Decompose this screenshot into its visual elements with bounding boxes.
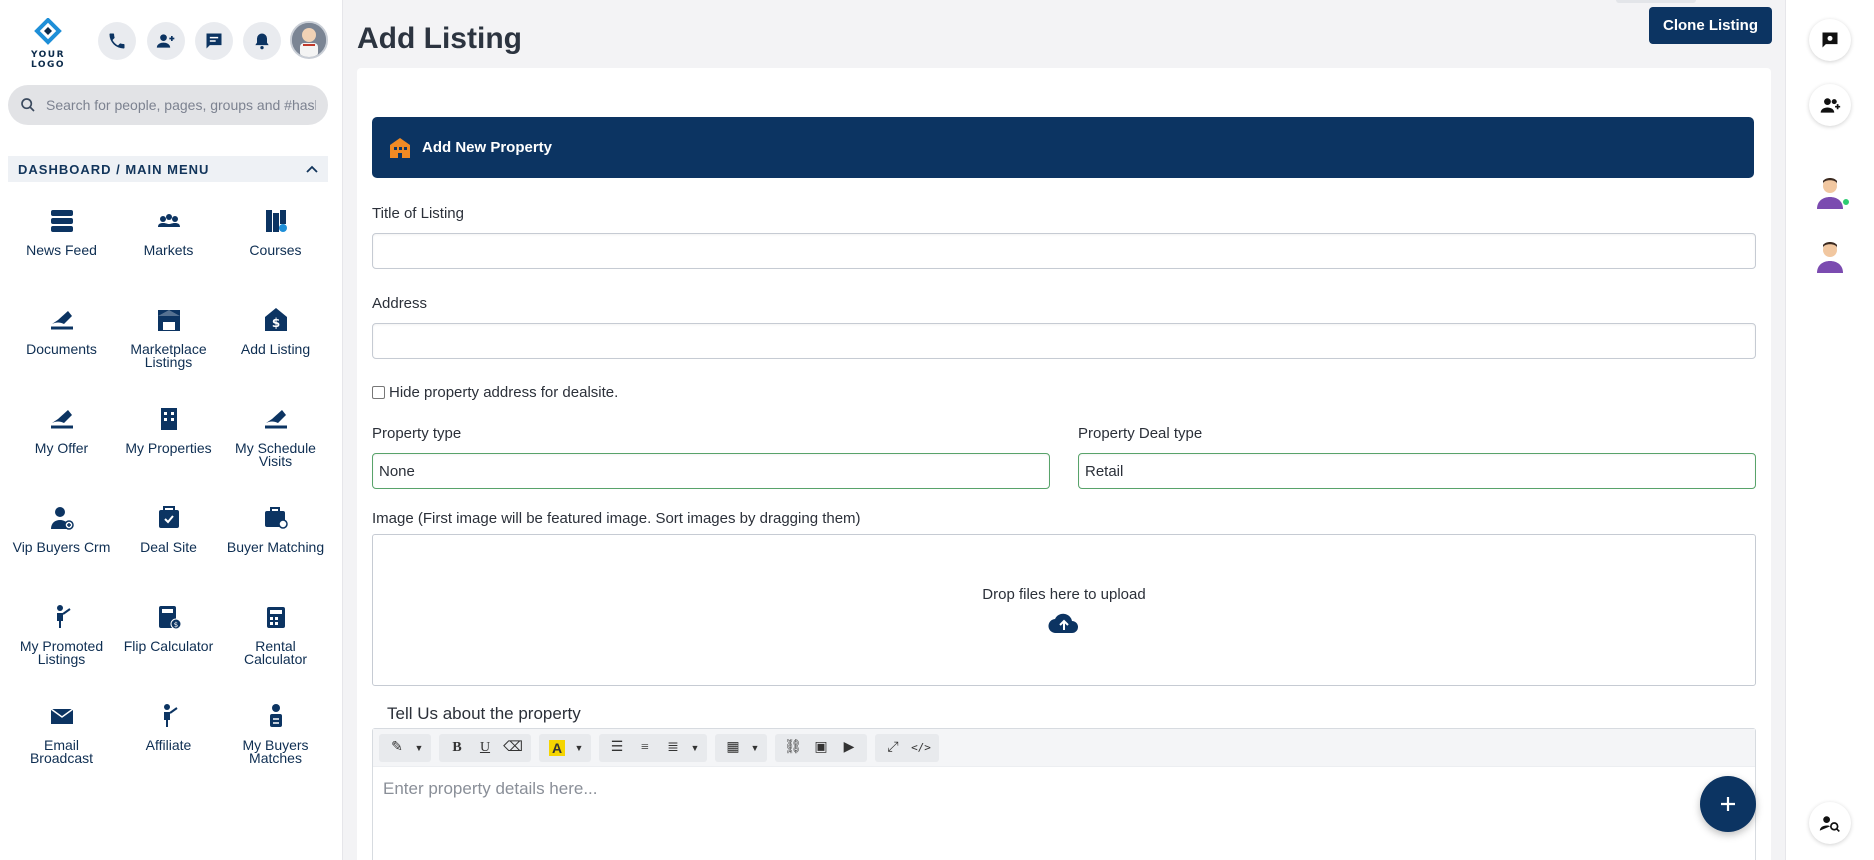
menu-item-my-promoted-listings[interactable] — [8, 594, 115, 693]
svg-text:$: $ — [173, 621, 178, 629]
toolbar-group-table — [715, 734, 767, 762]
menu-item-label: News Feed — [26, 242, 97, 258]
menu-item-label: Documents — [26, 341, 97, 357]
menu-item-buyer-matching[interactable] — [222, 495, 329, 594]
toolbar-group-color — [539, 734, 591, 762]
contact-avatar[interactable] — [1812, 238, 1848, 274]
menu-item-flip-calculator[interactable] — [115, 594, 222, 693]
buyer-matching-icon — [259, 501, 293, 535]
editor-toolbar — [373, 729, 1755, 767]
search-contacts-icon[interactable] — [1809, 802, 1851, 844]
page-title: Add Listing — [357, 22, 522, 55]
my-offer-icon — [45, 402, 79, 436]
main-menu-title: DASHBOARD / MAIN MENU — [18, 161, 210, 177]
property-type-select[interactable]: None — [372, 453, 1050, 489]
add-listing-icon — [259, 303, 293, 337]
my-properties-icon — [152, 402, 186, 436]
editor-placeholder[interactable]: Enter property details here... — [383, 779, 598, 798]
menu-item-label: Courses — [249, 242, 302, 258]
search-input[interactable] — [46, 97, 316, 113]
vip-buyers-icon — [45, 501, 79, 535]
main-content — [343, 0, 1785, 860]
menu-item-label: Buyer Matching — [226, 539, 325, 555]
main-menu-header[interactable] — [8, 156, 328, 182]
sidebar — [0, 0, 343, 860]
menu-item-label: Deal Site — [140, 539, 197, 555]
logo[interactable] — [12, 18, 84, 68]
logo-text: YOUR LOGO — [30, 50, 66, 70]
chevron-down-icon[interactable]: ▼ — [750, 742, 760, 753]
menu-item-label: My Properties — [125, 440, 212, 456]
deal-type-select[interactable]: Retail — [1078, 453, 1756, 489]
dropzone-text: Drop files here to upload — [982, 585, 1146, 603]
menu-item-documents[interactable] — [8, 297, 115, 396]
top-dropdown-strip — [1616, 0, 1696, 3]
contact-avatar-online[interactable] — [1812, 174, 1848, 210]
user-avatar[interactable] — [290, 21, 328, 59]
fullscreen-icon[interactable]: ⤢ — [887, 739, 899, 755]
deal-type-label: Property Deal type — [1078, 425, 1203, 442]
menu-item-vip-buyers-crm[interactable] — [8, 495, 115, 594]
menu-item-label: Email Broadcast — [29, 737, 94, 766]
online-status-dot — [1842, 198, 1850, 206]
documents-icon — [45, 303, 79, 337]
buyers-matches-icon — [259, 699, 293, 733]
rental-calculator-icon — [259, 600, 293, 634]
menu-item-affiliate[interactable] — [115, 693, 222, 792]
property-type-label: Property type — [372, 425, 462, 442]
cloud-upload-icon — [1048, 611, 1080, 635]
card-header — [372, 117, 1754, 178]
markets-icon — [152, 204, 186, 238]
toolbar-group-style — [379, 734, 431, 762]
chat-settings-icon[interactable] — [1809, 19, 1851, 61]
menu-item-label: Affiliate — [145, 737, 192, 753]
svg-text:$: $ — [271, 316, 280, 330]
add-contact-icon[interactable] — [1809, 84, 1851, 126]
rich-text-editor — [372, 728, 1756, 860]
chevron-down-icon[interactable]: ▼ — [574, 742, 584, 753]
promoted-listings-icon — [45, 600, 79, 634]
menu-item-label: My Schedule Visits — [235, 440, 316, 469]
image-icon[interactable]: ▣ — [814, 740, 828, 755]
menu-item-email-broadcast[interactable] — [8, 693, 115, 792]
menu-item-label: Flip Calculator — [123, 638, 214, 654]
toolbar-group-paragraph — [599, 734, 707, 762]
numbered-list-icon[interactable]: ≡ — [641, 739, 649, 755]
phone-icon[interactable] — [98, 22, 136, 60]
menu-item-label: Add Listing — [240, 341, 311, 357]
chevron-up-icon[interactable] — [306, 165, 318, 173]
right-rail — [1785, 0, 1874, 860]
menu-item-news-feed[interactable] — [8, 198, 115, 297]
news-feed-icon — [45, 204, 79, 238]
search-icon — [20, 97, 36, 113]
schedule-visits-icon — [259, 402, 293, 436]
menu-item-label: Markets — [143, 242, 194, 258]
address-input[interactable] — [372, 323, 1756, 359]
bold-icon[interactable]: B — [452, 739, 462, 755]
notifications-icon[interactable] — [243, 22, 281, 60]
menu-item-label: My Buyers Matches — [242, 737, 309, 766]
courses-icon — [259, 204, 293, 238]
magic-wand-icon[interactable]: ✎ — [391, 740, 403, 755]
menu-item-courses[interactable] — [222, 198, 329, 297]
underline-icon[interactable]: U — [479, 739, 491, 755]
flip-calculator-icon — [152, 600, 186, 634]
hide-address-checkbox[interactable] — [372, 386, 385, 399]
title-input[interactable] — [372, 233, 1756, 269]
image-label: Image (First image will be featured image. Sort images by dragging them) — [372, 510, 861, 527]
hide-address-row — [372, 384, 618, 401]
deal-site-icon — [152, 501, 186, 535]
title-label: Title of Listing — [372, 205, 464, 222]
email-broadcast-icon — [45, 699, 79, 733]
hide-address-label: Hide property address for dealsite. — [389, 384, 619, 401]
video-icon[interactable]: ▶ — [843, 740, 855, 755]
menu-item-my-properties[interactable] — [115, 396, 222, 495]
link-icon[interactable]: ⛓ — [784, 740, 802, 755]
eraser-icon[interactable]: ⌫ — [503, 740, 523, 755]
menu-item-marketplace-listings[interactable] — [115, 297, 222, 396]
main-menu-grid — [8, 198, 328, 792]
card-header-title: Add New Property — [422, 139, 553, 156]
description-label: Tell Us about the property — [387, 704, 581, 723]
menu-item-my-offer[interactable] — [8, 396, 115, 495]
table-icon[interactable]: ▦ — [726, 740, 740, 755]
menu-item-my-buyers-matches[interactable] — [222, 693, 329, 792]
menu-item-add-listing[interactable] — [222, 297, 329, 396]
menu-item-label: My Promoted Listings — [19, 638, 104, 667]
code-view-icon[interactable]: </> — [911, 741, 931, 754]
add-fab-button[interactable] — [1700, 776, 1756, 832]
logo-mark-icon — [31, 18, 65, 48]
align-icon[interactable]: ≣ — [667, 740, 679, 755]
messages-icon[interactable] — [195, 22, 233, 60]
add-listing-card — [357, 68, 1771, 860]
image-dropzone[interactable] — [372, 534, 1756, 686]
chevron-down-icon[interactable]: ▼ — [690, 742, 700, 753]
toolbar-group-view — [875, 734, 939, 762]
highlight-color-icon[interactable]: A — [543, 734, 571, 762]
menu-item-rental-calculator[interactable] — [222, 594, 329, 693]
menu-item-label: Marketplace Listings — [130, 341, 207, 370]
add-friend-icon[interactable] — [147, 22, 185, 60]
chevron-down-icon[interactable]: ▼ — [414, 742, 424, 753]
menu-item-markets[interactable] — [115, 198, 222, 297]
toolbar-group-format — [439, 734, 531, 762]
menu-item-my-schedule-visits[interactable] — [222, 396, 329, 495]
affiliate-icon — [152, 699, 186, 733]
toolbar-group-insert — [775, 734, 867, 762]
menu-item-label: Vip Buyers Crm — [12, 539, 111, 555]
search-bar[interactable] — [8, 85, 328, 125]
marketplace-icon — [152, 303, 186, 337]
building-icon — [388, 136, 412, 160]
menu-item-label: Rental Calculator — [243, 638, 308, 667]
address-label: Address — [372, 295, 428, 312]
plus-icon — [1719, 795, 1737, 813]
menu-item-deal-site[interactable] — [115, 495, 222, 594]
clone-listing-button[interactable]: Clone Listing — [1649, 7, 1772, 44]
brand-row — [10, 18, 335, 68]
bullet-list-icon[interactable]: ☰ — [610, 740, 624, 755]
menu-item-label: My Offer — [34, 440, 89, 456]
